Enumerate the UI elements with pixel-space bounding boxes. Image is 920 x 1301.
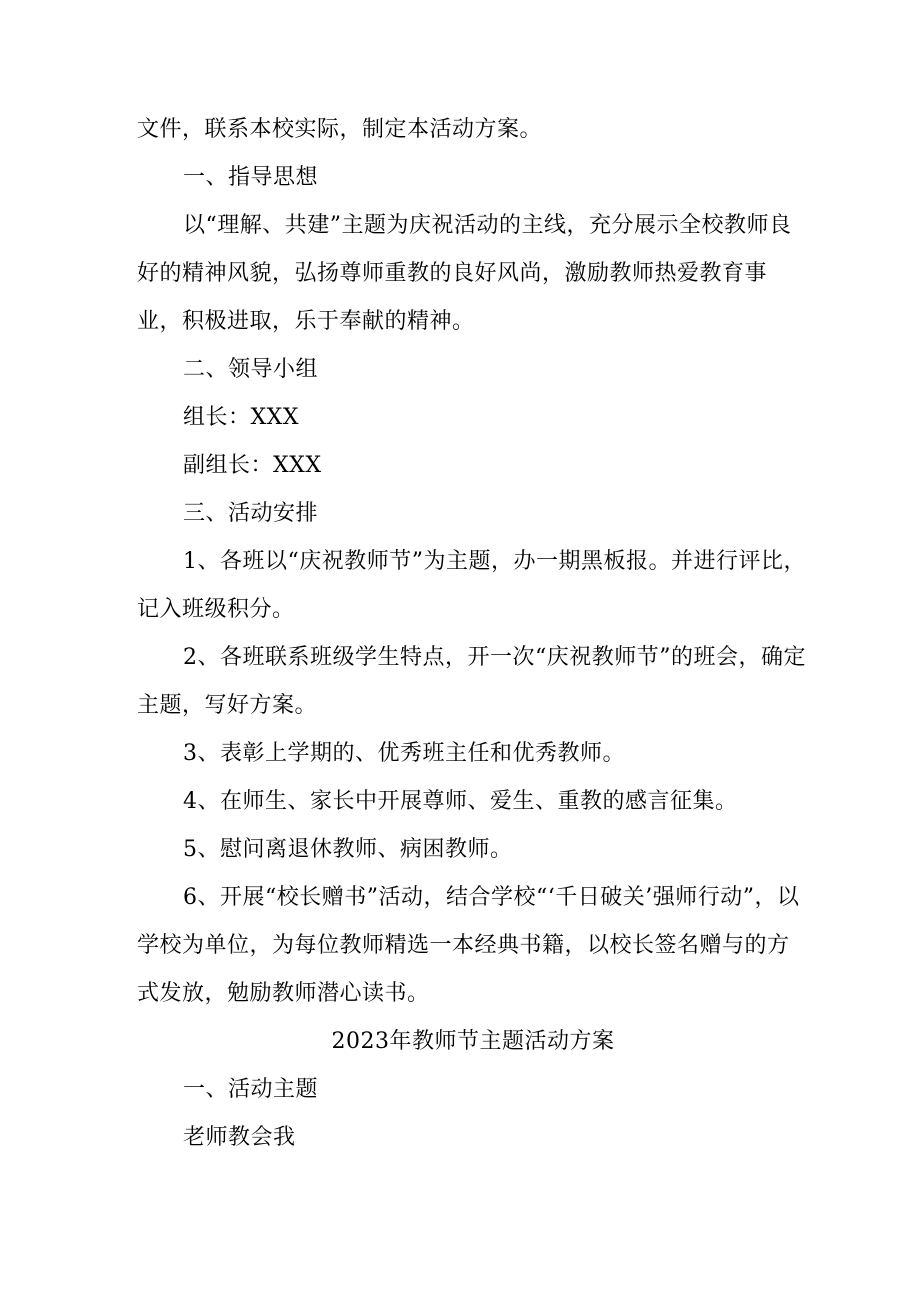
activity-item-1: 1、各班以“庆祝教师节”为主题，办一期黑板报。并进行评比，记入班级积分。 (137, 549, 806, 622)
activity-item-6: 6、开展“校长赠书”活动，结合学校“‘千日破关’强师行动”，以学校为单位，为每位教师精选一本经典书籍，以校长签名赠与的方式发放，勉励教师潜心读书。 (137, 885, 800, 1006)
section-heading-activity-arrangement: 三、活动安排 (183, 501, 319, 526)
section-heading-guiding-ideology: 一、指导思想 (183, 165, 319, 190)
paragraph-continuation: 文件，联系本校实际，制定本活动方案。 (137, 117, 543, 142)
section-heading-leadership-group: 二、领导小组 (183, 357, 319, 382)
document-body (137, 106, 809, 1162)
activity-item-4: 4、在师生、家长中开展尊师、爱生、重教的感言征集。 (183, 789, 738, 814)
paragraph-guiding-ideology: 以“理解、共建”主题为庆祝活动的主线，充分展示全校教师良好的精神风貌，弘扬尊师重教的良好风尚，激励教师热爱教育事业，积极进取，乐于奉献的精神。 (137, 213, 792, 334)
section-heading-activity-theme: 一、活动主题 (183, 1077, 319, 1102)
deputy-leader-line: 副组长：XXX (183, 453, 322, 478)
activity-item-5: 5、慰问离退休教师、病困教师。 (183, 837, 513, 862)
activity-theme-text: 老师教会我 (183, 1125, 296, 1150)
leader-line: 组长：XXX (183, 405, 299, 430)
activity-item-2: 2、各班联系班级学生特点，开一次“庆祝教师节”的班会，确定主题，写好方案。 (137, 645, 806, 718)
document-title: 2023年教师节主题活动方案 (331, 1029, 615, 1054)
activity-item-3: 3、表彰上学期的、优秀班主任和优秀教师。 (183, 741, 625, 766)
